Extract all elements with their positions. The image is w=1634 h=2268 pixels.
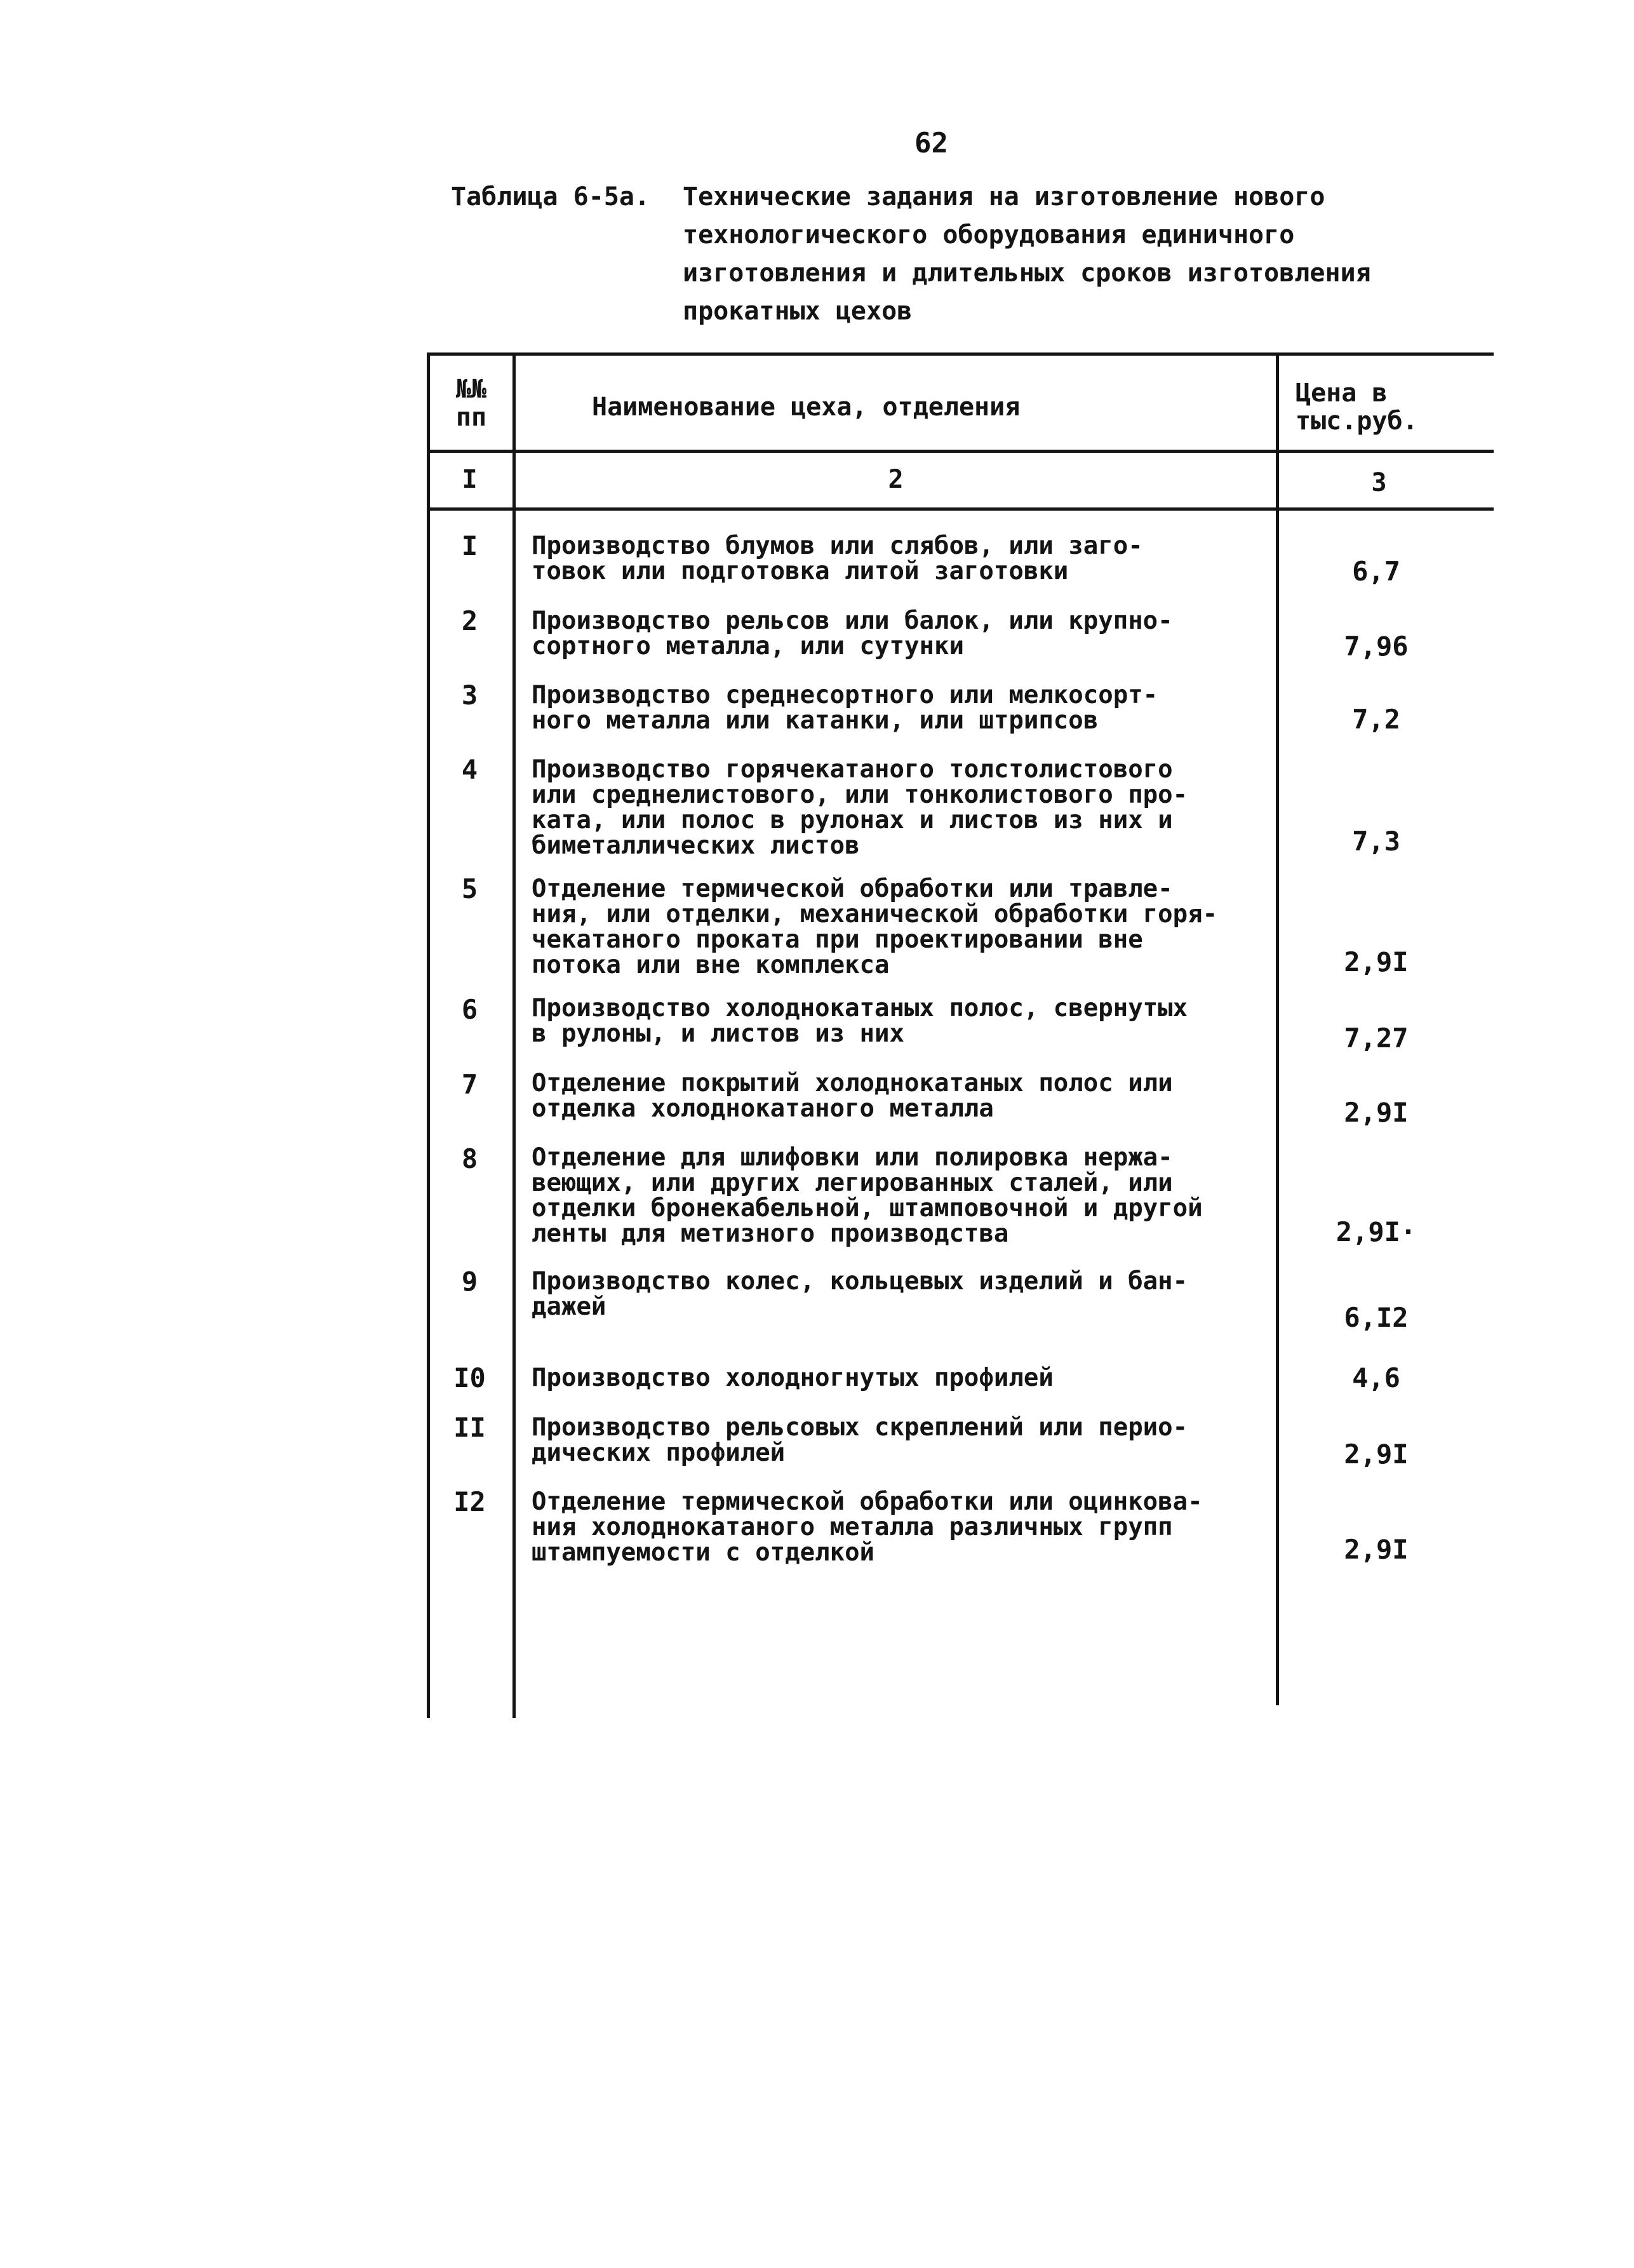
row-price: 2,9I· xyxy=(1336,1216,1417,1247)
row-name: Производство холодногнутых профилей xyxy=(532,1364,1054,1392)
table-top-rule xyxy=(427,352,1494,356)
row-name: Производство среднесортного или мелкосорт- ного металла или катанки, или штрипсов xyxy=(532,681,1158,735)
row-name: Производство рельсов или балок, или крупно- сортного металла, или сутунки xyxy=(532,607,1173,661)
row-number: I2 xyxy=(453,1486,486,1517)
table-title-line: прокатных цехов xyxy=(683,297,913,326)
row-number: I0 xyxy=(453,1362,486,1393)
table-label: Таблица 6-5а. xyxy=(451,182,650,211)
row-name: Производство рельсовых скреплений или перио- дических профилей xyxy=(532,1413,1188,1467)
row-price: 6,7 xyxy=(1352,556,1400,587)
header-num: №№ пп xyxy=(455,375,487,432)
row-name: Отделение для шлифовки или полировка нержа- веющих, или других легированных сталей, или отделки бронекабельной, штамповочной и другой ленты для метизного производства xyxy=(532,1143,1203,1248)
row-number: 5 xyxy=(461,873,478,904)
column-number-1: I xyxy=(462,465,478,494)
row-price: 2,9I xyxy=(1344,1097,1409,1128)
table-title-line: технологического оборудования единичного xyxy=(683,220,1295,250)
row-price: 7,3 xyxy=(1352,826,1400,857)
row-price: 7,27 xyxy=(1344,1023,1409,1054)
row-number: 6 xyxy=(461,994,478,1025)
column-numbers-bottom-rule xyxy=(427,507,1494,511)
row-number: 8 xyxy=(461,1143,478,1174)
row-name: Производство блумов или слябов, или заго- товок или подготовка литой заготовки xyxy=(532,532,1143,586)
column-number-2: 2 xyxy=(888,465,904,494)
row-name: Производство горячекатаного толстолистового или среднелистового, или тонколистового про- ката, или полос в рулонах и листов из них и биметаллических листов xyxy=(532,755,1188,860)
table-caption xyxy=(451,178,1407,330)
row-price: 2,9I xyxy=(1344,1439,1409,1470)
row-number: 7 xyxy=(461,1069,478,1100)
row-price: 2,9I xyxy=(1344,946,1409,977)
row-number: 4 xyxy=(461,754,478,785)
row-name: Отделение покрытий холоднокатаных полос или отделка холоднокатаного металла xyxy=(532,1069,1173,1123)
header-bottom-rule xyxy=(427,450,1494,453)
row-name: Отделение термической обработки или оцинкова- ния холоднокатаного металла различных групп штампуемости с отделкой xyxy=(532,1487,1203,1567)
row-name: Производство холоднокатаных полос, свернутых в рулоны, и листов из них xyxy=(532,994,1188,1048)
row-number: I xyxy=(461,530,478,561)
row-price: 7,2 xyxy=(1352,704,1400,735)
column-divider-1 xyxy=(512,352,516,1718)
column-number-3: 3 xyxy=(1371,468,1387,497)
row-name: Отделение термической обработки или травле- ния, или отделки, механической обработки горя- чекатаного проката при проектировании вне потока или вне комплекса xyxy=(532,875,1218,979)
row-name: Производство колес, кольцевых изделий и бан- дажей xyxy=(532,1267,1188,1321)
table-title-line: изготовления и длительных сроков изготовления xyxy=(683,258,1371,288)
row-price: 2,9I xyxy=(1344,1534,1409,1565)
table-title-line: Технические задания на изготовление нового xyxy=(683,182,1325,211)
row-number: 3 xyxy=(461,680,478,711)
row-price: 7,96 xyxy=(1344,631,1409,662)
table-title xyxy=(683,178,1407,330)
data-table xyxy=(427,352,1494,1718)
header-price: Цена в тыс.руб. xyxy=(1296,379,1418,436)
row-number: 2 xyxy=(461,605,478,636)
header-name: Наименование цеха, отделения xyxy=(592,393,1021,422)
row-number: II xyxy=(453,1412,486,1443)
row-price: 4,6 xyxy=(1352,1362,1400,1393)
page-number: 62 xyxy=(914,127,948,159)
row-price: 6,I2 xyxy=(1344,1302,1409,1333)
row-number: 9 xyxy=(461,1266,478,1297)
